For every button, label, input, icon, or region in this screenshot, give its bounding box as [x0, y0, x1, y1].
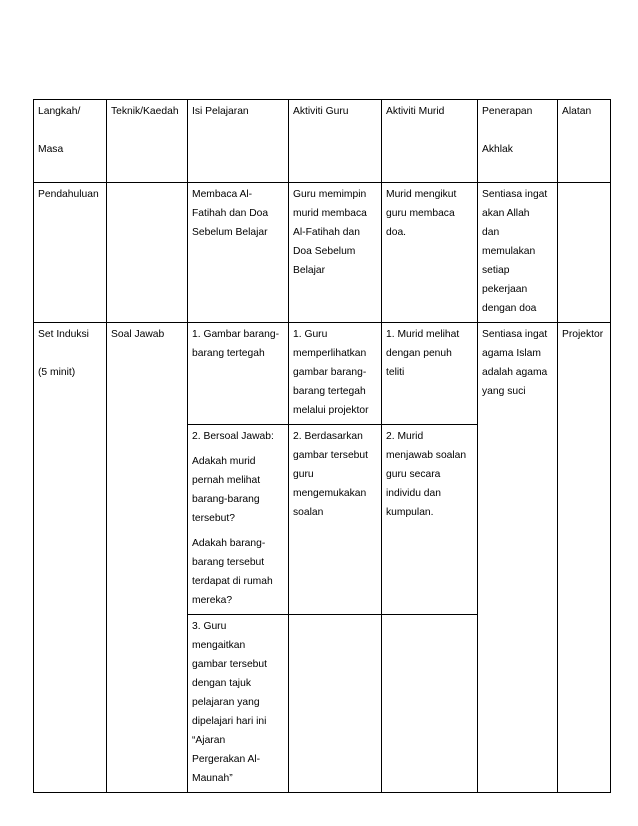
cell-murid-step1 — [382, 323, 478, 425]
cell-langkah-set-induksi — [34, 323, 107, 793]
header-teknik — [107, 100, 188, 183]
cell-teknik-set-induksi — [107, 323, 188, 793]
step2-isi-title: 2. Bersoal Jawab: — [192, 431, 274, 442]
cell-guru-step1 — [289, 323, 382, 425]
cell-murid-step3 — [382, 615, 478, 793]
set-induksi-teknik: Soal Jawab — [111, 329, 165, 340]
cell-penerapan — [478, 183, 558, 323]
cell-guru-step3 — [289, 615, 382, 793]
header-akhlak-label: Akhlak — [482, 144, 513, 155]
cell-guru-step2 — [289, 425, 382, 615]
step2-isi-question-2: Adakah barang- barang tersebut terdapat di rumah mereka? — [192, 538, 273, 606]
pendahuluan-isi: Membaca Al- Fatihah dan Doa Sebelum Belajar — [192, 189, 269, 238]
lesson-plan-table — [33, 99, 611, 793]
step3-isi: 3. Guru mengaitkan gambar tersebut dengan tajuk pelajaran yang dipelajari hari ini “Ajaran Pergerakan Al- Maunah” — [192, 621, 267, 784]
cell-guru — [289, 183, 382, 323]
cell-isi-step1 — [188, 323, 289, 425]
cell-langkah — [34, 183, 107, 323]
header-alatan-label: Alatan — [562, 106, 592, 117]
table-row-pendahuluan — [34, 183, 611, 323]
header-langkah-label: Langkah/ — [38, 106, 81, 117]
cell-isi-step3 — [188, 615, 289, 793]
set-induksi-alatan: Projektor — [562, 329, 604, 340]
cell-isi-step2 — [188, 425, 289, 615]
cell-isi — [188, 183, 289, 323]
cell-murid-step2 — [382, 425, 478, 615]
header-langkah-masa — [34, 100, 107, 183]
header-penerapan-akhlak — [478, 100, 558, 183]
header-isi — [188, 100, 289, 183]
header-alatan — [558, 100, 611, 183]
cell-teknik — [107, 183, 188, 323]
pendahuluan-penerapan: Sentiasa ingat akan Allah dan memulakan setiap pekerjaan dengan doa — [482, 189, 548, 314]
header-teknik-label: Teknik/Kaedah — [111, 106, 179, 117]
header-aktiviti-guru — [289, 100, 382, 183]
step2-isi-question-1: Adakah murid pernah melihat barang-barang tersebut? — [192, 456, 261, 524]
set-induksi-langkah: Set Induksi — [38, 329, 89, 340]
table-row-set-induksi-1 — [34, 323, 611, 425]
header-aktiviti-murid-label: Aktiviti Murid — [386, 106, 445, 117]
header-penerapan-label: Penerapan — [482, 106, 533, 117]
cell-alatan — [558, 183, 611, 323]
step1-guru: 1. Guru memperlihatkan gambar barang- barang tertegah melalui projektor — [293, 329, 369, 416]
cell-penerapan-set-induksi — [478, 323, 558, 793]
step1-murid: 1. Murid melihat dengan penuh teliti — [386, 329, 460, 378]
cell-alatan-set-induksi — [558, 323, 611, 793]
set-induksi-penerapan: Sentiasa ingat agama Islam adalah agama yang suci — [482, 329, 548, 397]
pendahuluan-murid: Murid mengikut guru membaca doa. — [386, 189, 457, 238]
set-induksi-masa: (5 minit) — [38, 367, 76, 378]
pendahuluan-langkah: Pendahuluan — [38, 189, 99, 200]
pendahuluan-guru: Guru memimpin murid membaca Al-Fatihah dan Doa Sebelum Belajar — [293, 189, 367, 276]
header-row — [34, 100, 611, 183]
step1-isi: 1. Gambar barang- barang tertegah — [192, 329, 279, 359]
header-aktiviti-murid — [382, 100, 478, 183]
header-isi-label: Isi Pelajaran — [192, 106, 249, 117]
step2-murid: 2. Murid menjawab soalan guru secara individu dan kumpulan. — [386, 431, 467, 518]
header-aktiviti-guru-label: Aktiviti Guru — [293, 106, 349, 117]
header-masa-label: Masa — [38, 144, 64, 155]
step2-guru: 2. Berdasarkan gambar tersebut guru mengemukakan soalan — [293, 431, 368, 518]
cell-murid — [382, 183, 478, 323]
